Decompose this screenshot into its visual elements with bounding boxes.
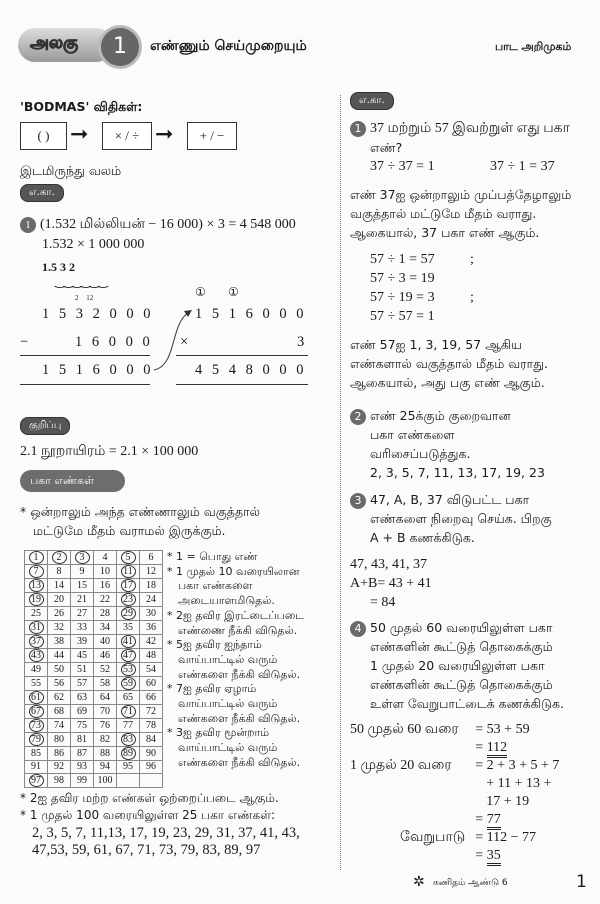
grid-cell: 63 bbox=[71, 691, 94, 705]
grid-cell: 45 bbox=[71, 649, 94, 663]
circled-number: 5 bbox=[121, 551, 136, 564]
grid-row bbox=[25, 773, 163, 787]
grid-cell: 98 bbox=[48, 773, 71, 787]
value: = 112 − 77 bbox=[475, 830, 537, 845]
question-line bbox=[350, 694, 595, 713]
label: 1 முதல் 20 வரை bbox=[350, 758, 452, 773]
grid-cell: 12 bbox=[140, 565, 163, 579]
grid-cell: 84 bbox=[140, 733, 163, 747]
grid-cell: 26 bbox=[48, 607, 71, 621]
grid-cell bbox=[117, 747, 140, 761]
circled-number: 47 bbox=[121, 649, 136, 662]
bodmas-multiply-divide: × / ÷ bbox=[102, 122, 152, 150]
question-2 bbox=[350, 406, 595, 482]
grid-cell bbox=[117, 635, 140, 649]
spacer bbox=[350, 739, 465, 757]
grid-cell: 70 bbox=[94, 705, 117, 719]
grid-row bbox=[25, 635, 163, 649]
grid-cell: 18 bbox=[140, 579, 163, 593]
bodmas-add-subtract: + / − bbox=[187, 122, 237, 150]
equation-row bbox=[350, 157, 595, 176]
direction-text: இடமிருந்து வலம் bbox=[20, 163, 122, 178]
question-text: 47, A, B, 37 விடுபட்ட பகா bbox=[370, 492, 530, 507]
equation: 37 ÷ 1 = 37 bbox=[490, 159, 555, 174]
footer-book: கணிதம் ஆண்டு 6 bbox=[433, 878, 508, 888]
question-text: 50 முதல் 60 வரையிலுள்ள பகா bbox=[370, 620, 553, 635]
grid-cell: 24 bbox=[140, 593, 163, 607]
grid-cell bbox=[117, 773, 140, 787]
sieve-note: பகா எண்களை bbox=[178, 579, 253, 593]
grid-cell bbox=[117, 677, 140, 691]
equation: 57 ÷ 57 = 1 bbox=[370, 309, 435, 324]
question-number: 1 bbox=[20, 217, 36, 233]
circled-number: 79 bbox=[29, 733, 44, 746]
multiplication-multiplier: 3 bbox=[297, 334, 305, 350]
grid-cell: 50 bbox=[48, 663, 71, 677]
question-text: பகா எண்களை bbox=[370, 427, 455, 442]
sieve-note: * 3ஐ தவிர மூன்றாம் bbox=[167, 726, 270, 740]
grid-cell bbox=[25, 691, 48, 705]
sieve-section bbox=[20, 550, 338, 788]
work-line: A+B= 43 + 41 bbox=[350, 576, 432, 591]
question-line bbox=[350, 618, 595, 637]
sieve-note: * 1 முதல் 10 வரையிலான bbox=[167, 564, 300, 578]
explanation bbox=[350, 335, 595, 392]
question-line bbox=[350, 528, 595, 547]
grid-cell: 72 bbox=[140, 705, 163, 719]
grid-cell bbox=[25, 565, 48, 579]
subtraction-result: 1 5 1 6 0 0 0 bbox=[42, 362, 151, 378]
grid-cell: 76 bbox=[94, 719, 117, 733]
grid-row bbox=[25, 733, 163, 747]
grid-cell: 81 bbox=[71, 733, 94, 747]
result: 35 bbox=[487, 848, 501, 866]
grid-row bbox=[25, 607, 163, 621]
grid-cell bbox=[25, 593, 48, 607]
grid-row bbox=[25, 649, 163, 663]
grid-cell: 85 bbox=[25, 747, 48, 761]
grid-cell bbox=[117, 593, 140, 607]
multiplication-sign: × bbox=[180, 334, 189, 350]
circled-number: 7 bbox=[29, 565, 44, 578]
grid-cell: 66 bbox=[140, 691, 163, 705]
question-text: எண்களை நிறைவு செய்க. பிறகு bbox=[370, 511, 552, 526]
circled-number: 13 bbox=[29, 579, 44, 592]
grid-cell: 33 bbox=[71, 621, 94, 635]
equation: 57 ÷ 1 = 57 bbox=[370, 252, 435, 267]
circled-number: 97 bbox=[29, 774, 44, 787]
grid-cell: 14 bbox=[48, 579, 71, 593]
work-line: 47, 43, 41, 37 bbox=[350, 557, 427, 572]
grid-cell: 30 bbox=[140, 607, 163, 621]
grid-row bbox=[25, 579, 163, 593]
question-text: (1.532 மில்லியன் − 16 000) × 3 = 4 548 000 bbox=[40, 217, 296, 232]
subtraction-bottom: 1 6 0 0 0 bbox=[75, 334, 150, 350]
section-label: பாட அறிமுகம் bbox=[495, 40, 572, 53]
grid-row bbox=[25, 761, 163, 774]
grid-cell: 42 bbox=[140, 635, 163, 649]
grid-cell bbox=[140, 773, 163, 787]
grid-cell: 82 bbox=[94, 733, 117, 747]
prime-definition: மட்டுமே மீதம் வராமல் இருக்கும். bbox=[33, 523, 226, 538]
sieve-note: எண்ணை நீக்கி விடுதல். bbox=[178, 623, 298, 637]
circled-number: 61 bbox=[29, 691, 44, 704]
question-line bbox=[350, 406, 595, 425]
question-text: எண் 25க்கும் குறைவான bbox=[370, 408, 511, 423]
sieve-note: வாய்பாட்டில் வரும் bbox=[178, 697, 278, 711]
publisher-logo-icon: ✲ bbox=[413, 874, 425, 890]
value: = 53 + 59 bbox=[475, 722, 530, 737]
value bbox=[475, 847, 595, 865]
grid-row bbox=[25, 593, 163, 607]
grid-cell: 54 bbox=[140, 663, 163, 677]
grid-row bbox=[25, 663, 163, 677]
grid-cell: 100 bbox=[94, 773, 117, 787]
grid-cell bbox=[48, 551, 71, 565]
grid-cell: 52 bbox=[94, 663, 117, 677]
circled-number: 3 bbox=[75, 551, 90, 564]
sieve-grid bbox=[24, 550, 163, 788]
grid-cell: 27 bbox=[71, 607, 94, 621]
divider-line bbox=[20, 384, 150, 385]
grid-cell: 60 bbox=[140, 677, 163, 691]
grid-cell: 20 bbox=[48, 593, 71, 607]
grid-row bbox=[25, 705, 163, 719]
unit-number: 1 bbox=[98, 25, 142, 69]
grid-cell: 9 bbox=[71, 565, 94, 579]
prime-note: * 2ஐ தவிர மற்ற எண்கள் ஒற்றைப்படை ஆகும். bbox=[20, 790, 279, 805]
question-4 bbox=[350, 618, 595, 713]
example-tag: எ.கா. bbox=[20, 184, 64, 202]
result: 77 bbox=[487, 812, 501, 830]
grid-cell: 74 bbox=[48, 719, 71, 733]
sieve-note: எண்களை நீக்கி விடுதல். bbox=[178, 711, 301, 725]
grid-cell: 90 bbox=[140, 747, 163, 761]
grid-cell bbox=[117, 565, 140, 579]
grid-cell bbox=[117, 551, 140, 565]
grid-cell: 38 bbox=[48, 635, 71, 649]
grid-cell: 10 bbox=[94, 565, 117, 579]
grid-cell bbox=[25, 579, 48, 593]
value bbox=[475, 811, 595, 829]
grid-cell bbox=[25, 551, 48, 565]
question-number: 3 bbox=[350, 493, 366, 509]
prime-note: * 1 முதல் 100 வரையிலுள்ள 25 பகா எண்கள்: bbox=[20, 808, 276, 823]
grid-cell: 91 bbox=[25, 761, 48, 774]
grid-cell: 86 bbox=[48, 747, 71, 761]
subtraction-sign: − bbox=[20, 334, 29, 350]
grid-cell: 21 bbox=[71, 593, 94, 607]
subtraction-top: 1 5 3 2 0 0 0 bbox=[42, 306, 151, 322]
carry-mark: ① bbox=[228, 285, 239, 299]
multiplication-top: 1 5 1 6 0 0 0 bbox=[195, 306, 304, 322]
grid-cell: 40 bbox=[94, 635, 117, 649]
sieve-note: எண்களை நீக்கி விடுதல். bbox=[178, 667, 301, 681]
circled-number: 37 bbox=[29, 635, 44, 648]
grid-cell bbox=[117, 607, 140, 621]
question-line bbox=[350, 656, 595, 675]
explanation-line: எண் 37ஐ ஒன்றாலும் முப்பத்தேழாலும் bbox=[350, 187, 572, 202]
grid-cell bbox=[25, 773, 48, 787]
grid-row bbox=[25, 677, 163, 691]
explanation-line: ஆகையால், அது பகு எண் ஆகும். bbox=[350, 375, 545, 390]
question-4-solution bbox=[350, 721, 595, 865]
sieve-note: எண்களை நீக்கி விடுதல். bbox=[178, 755, 301, 769]
circled-number: 43 bbox=[29, 649, 44, 662]
question-line bbox=[350, 490, 595, 509]
spacer bbox=[350, 775, 465, 793]
question-text: எண்? bbox=[370, 140, 403, 155]
grid-cell: 57 bbox=[71, 677, 94, 691]
grid-cell: 58 bbox=[94, 677, 117, 691]
sieve-notes bbox=[167, 550, 338, 771]
grid-cell bbox=[25, 733, 48, 747]
equals: = bbox=[475, 812, 484, 827]
grid-cell: 95 bbox=[117, 761, 140, 774]
question-text: உள்ள வேறுபாட்டைக் கணக்கிடுக. bbox=[370, 696, 564, 711]
grid-cell: 93 bbox=[71, 761, 94, 774]
grid-cell: 99 bbox=[71, 773, 94, 787]
question-line bbox=[350, 675, 595, 694]
grid-cell: 32 bbox=[48, 621, 71, 635]
sieve-note: * 2ஐ தவிர இரட்டைப்படை bbox=[167, 608, 305, 622]
arrow-icon: ➞ bbox=[70, 122, 89, 147]
value: = 2 + 3 + 5 + 7 bbox=[475, 758, 560, 773]
divider-line bbox=[176, 355, 308, 356]
value: + 11 + 13 + bbox=[486, 776, 552, 791]
grid-row bbox=[25, 551, 163, 565]
question-text: எண்களின் கூட்டுத் தொகைக்கும் bbox=[370, 639, 553, 654]
question-3 bbox=[350, 490, 595, 612]
grid-cell: 96 bbox=[140, 761, 163, 774]
circled-number: 71 bbox=[121, 705, 136, 718]
grid-cell: 49 bbox=[25, 663, 48, 677]
example-tag: எ.கா. bbox=[350, 92, 394, 110]
grid-row bbox=[25, 565, 163, 579]
question-text: 37 மற்றும் 57 இவற்றுள் எது பகா bbox=[370, 121, 570, 136]
question-number: 2 bbox=[350, 409, 366, 425]
prime-note: 47,53, 59, 61, 67, 71, 73, 79, 83, 89, 97 bbox=[32, 842, 261, 859]
grid-cell bbox=[25, 705, 48, 719]
circled-number: 67 bbox=[29, 705, 44, 718]
prime-summary bbox=[20, 790, 338, 860]
question-text: 2, 3, 5, 7, 11, 13, 17, 19, 23 bbox=[370, 465, 545, 480]
grid-cell: 22 bbox=[94, 593, 117, 607]
question-1 bbox=[20, 216, 296, 234]
right-examples bbox=[350, 118, 595, 865]
grid-row bbox=[25, 621, 163, 635]
equation: 57 ÷ 3 = 19 bbox=[370, 271, 435, 286]
left-lower-section bbox=[20, 413, 338, 860]
sieve-note: அடையாளமிடுதல். bbox=[178, 594, 275, 608]
circled-number: 73 bbox=[29, 719, 44, 732]
question-1-step: 1.532 × 1 000 000 bbox=[42, 237, 145, 252]
sieve-note: * 1 = பொது எண் bbox=[167, 550, 258, 563]
grid-row bbox=[25, 747, 163, 761]
circled-number: 2 bbox=[52, 551, 67, 564]
prime-definition: * ஒன்றாலும் அந்த எண்ணாலும் வகுத்தால் bbox=[20, 504, 260, 519]
value bbox=[475, 739, 595, 757]
grid-cell: 92 bbox=[48, 761, 71, 774]
circled-number: 59 bbox=[121, 677, 136, 690]
grid-cell: 64 bbox=[94, 691, 117, 705]
sieve-note: வாய்பாட்டில் வரும் bbox=[178, 741, 278, 755]
grid-row bbox=[25, 691, 163, 705]
column-divider bbox=[340, 95, 341, 870]
note-text: 2.1 நூறாயிரம் = 2.1 × 100 000 bbox=[20, 444, 199, 459]
result: 112 bbox=[487, 740, 507, 758]
grid-cell: 62 bbox=[48, 691, 71, 705]
grid-cell: 46 bbox=[94, 649, 117, 663]
equation: 57 ÷ 19 = 3 bbox=[370, 290, 435, 305]
decimal-shift-arcs: ‿‿‿‿‿‿ bbox=[55, 274, 107, 288]
spacer bbox=[350, 811, 465, 829]
question-text: வரிசைப்படுத்துக. bbox=[370, 446, 471, 461]
explanation-line: எண் 57ஐ 1, 3, 19, 57 ஆகிய bbox=[350, 337, 522, 352]
explanation-line: ஆகையால், 37 பகா எண் ஆகும். bbox=[350, 225, 540, 240]
decimal-shift: 1.5 3 2 bbox=[42, 260, 75, 274]
page-number: 1 bbox=[576, 872, 587, 892]
grid-cell: 48 bbox=[140, 649, 163, 663]
grid-cell: 16 bbox=[94, 579, 117, 593]
borrow-digits: 2 12 bbox=[75, 294, 94, 302]
equation: 37 ÷ 37 = 1 bbox=[370, 159, 435, 174]
circled-number: 89 bbox=[121, 747, 136, 760]
sieve-note: * 7ஐ தவிர ஏழாம் bbox=[167, 682, 257, 696]
grid-cell bbox=[117, 649, 140, 663]
grid-cell: 8 bbox=[48, 565, 71, 579]
question-line bbox=[350, 509, 595, 528]
carry-mark: ① bbox=[195, 285, 206, 299]
question-text: எண்களின் கூட்டுத் தொகைக்கும் bbox=[370, 677, 553, 692]
circled-number: 41 bbox=[121, 635, 136, 648]
grid-cell bbox=[117, 579, 140, 593]
grid-cell bbox=[117, 705, 140, 719]
spacer bbox=[350, 793, 465, 811]
grid-cell: 34 bbox=[94, 621, 117, 635]
grid-cell: 44 bbox=[48, 649, 71, 663]
grid-cell bbox=[25, 621, 48, 635]
grid-cell: 4 bbox=[94, 551, 117, 565]
grid-cell bbox=[117, 733, 140, 747]
bodmas-brackets: ( ) bbox=[20, 122, 67, 150]
sieve-note: வாய்பாட்டில் வரும் bbox=[178, 652, 278, 666]
work-line: = 84 bbox=[370, 595, 396, 610]
grid-cell: 88 bbox=[94, 747, 117, 761]
question-number: 4 bbox=[350, 621, 366, 637]
question-line bbox=[350, 637, 595, 656]
grid-cell: 56 bbox=[48, 677, 71, 691]
grid-row bbox=[25, 719, 163, 733]
grid-cell: 35 bbox=[117, 621, 140, 635]
equation-row bbox=[370, 288, 595, 326]
grid-cell: 69 bbox=[71, 705, 94, 719]
circled-number: 23 bbox=[121, 593, 136, 606]
equation: ; bbox=[470, 290, 474, 305]
grid-cell: 80 bbox=[48, 733, 71, 747]
unit-title: எண்ணும் செய்முறையும் bbox=[150, 38, 307, 54]
circled-number: 29 bbox=[121, 607, 136, 620]
prime-numbers-pill: பகா எண்கள் bbox=[20, 470, 125, 492]
divider-line bbox=[176, 384, 308, 385]
grid-cell: 68 bbox=[48, 705, 71, 719]
grid-cell: 51 bbox=[71, 663, 94, 677]
question-number: 1 bbox=[350, 121, 366, 137]
question-work bbox=[350, 555, 595, 612]
note-tag: குறிப்பு bbox=[20, 417, 70, 435]
circled-number: 83 bbox=[121, 733, 136, 746]
grid-cell: 15 bbox=[71, 579, 94, 593]
grid-cell: 65 bbox=[117, 691, 140, 705]
bodmas-label: 'BODMAS' விதிகள்: bbox=[20, 99, 143, 114]
circled-number: 11 bbox=[121, 565, 136, 578]
question-line bbox=[350, 463, 595, 482]
explanation bbox=[350, 185, 595, 242]
grid-cell bbox=[71, 551, 94, 565]
multiplication-result: 4 5 4 8 0 0 0 bbox=[195, 362, 304, 378]
equation: ; bbox=[470, 252, 474, 267]
explanation-line: எண்களால் வகுத்தால் மீதம் வராது. bbox=[350, 356, 549, 371]
equations bbox=[350, 250, 595, 326]
circled-number: 53 bbox=[121, 663, 136, 676]
grid-cell: 75 bbox=[71, 719, 94, 733]
arrow-icon: ➞ bbox=[155, 122, 174, 147]
divider-line bbox=[20, 355, 150, 356]
circled-number: 17 bbox=[121, 579, 136, 592]
grid-cell: 28 bbox=[94, 607, 117, 621]
prime-note: 2, 3, 5, 7, 11,13, 17, 19, 23, 29, 31, 37, 41, 43, bbox=[32, 824, 300, 841]
grid-cell: 78 bbox=[140, 719, 163, 733]
equals: = bbox=[475, 848, 484, 863]
label: வேறுபாடு bbox=[400, 830, 466, 845]
question-line bbox=[350, 425, 595, 444]
spacer bbox=[350, 847, 465, 865]
grid-cell: 36 bbox=[140, 621, 163, 635]
grid-cell: 87 bbox=[71, 747, 94, 761]
grid-cell bbox=[117, 663, 140, 677]
question-line bbox=[350, 444, 595, 463]
grid-cell: 55 bbox=[25, 677, 48, 691]
grid-cell: 94 bbox=[94, 761, 117, 774]
sieve-note: * 5ஐ தவிர ஐந்தாம் bbox=[167, 638, 262, 652]
grid-cell: 77 bbox=[117, 719, 140, 733]
grid-cell bbox=[25, 719, 48, 733]
equals: = bbox=[475, 740, 484, 755]
grid-cell bbox=[25, 635, 48, 649]
unit-badge-label: அலகு bbox=[30, 33, 79, 53]
label: 50 முதல் 60 வரை bbox=[350, 722, 459, 737]
question-1 bbox=[350, 118, 595, 138]
grid-cell: 6 bbox=[140, 551, 163, 565]
grid-cell: 39 bbox=[71, 635, 94, 649]
value: 17 + 19 bbox=[486, 794, 530, 809]
question-text: 1 முதல் 20 வரையிலுள்ள பகா bbox=[370, 658, 545, 673]
equation-row bbox=[370, 250, 595, 288]
circled-number: 31 bbox=[29, 621, 44, 634]
question-text: A + B கணக்கிடுக. bbox=[370, 530, 475, 545]
circled-number: 1 bbox=[29, 551, 44, 564]
explanation-line: வகுத்தால் மட்டுமே மீதம் வராது. bbox=[350, 206, 537, 221]
circled-number: 19 bbox=[29, 593, 44, 606]
grid-cell: 25 bbox=[25, 607, 48, 621]
grid-cell bbox=[25, 649, 48, 663]
